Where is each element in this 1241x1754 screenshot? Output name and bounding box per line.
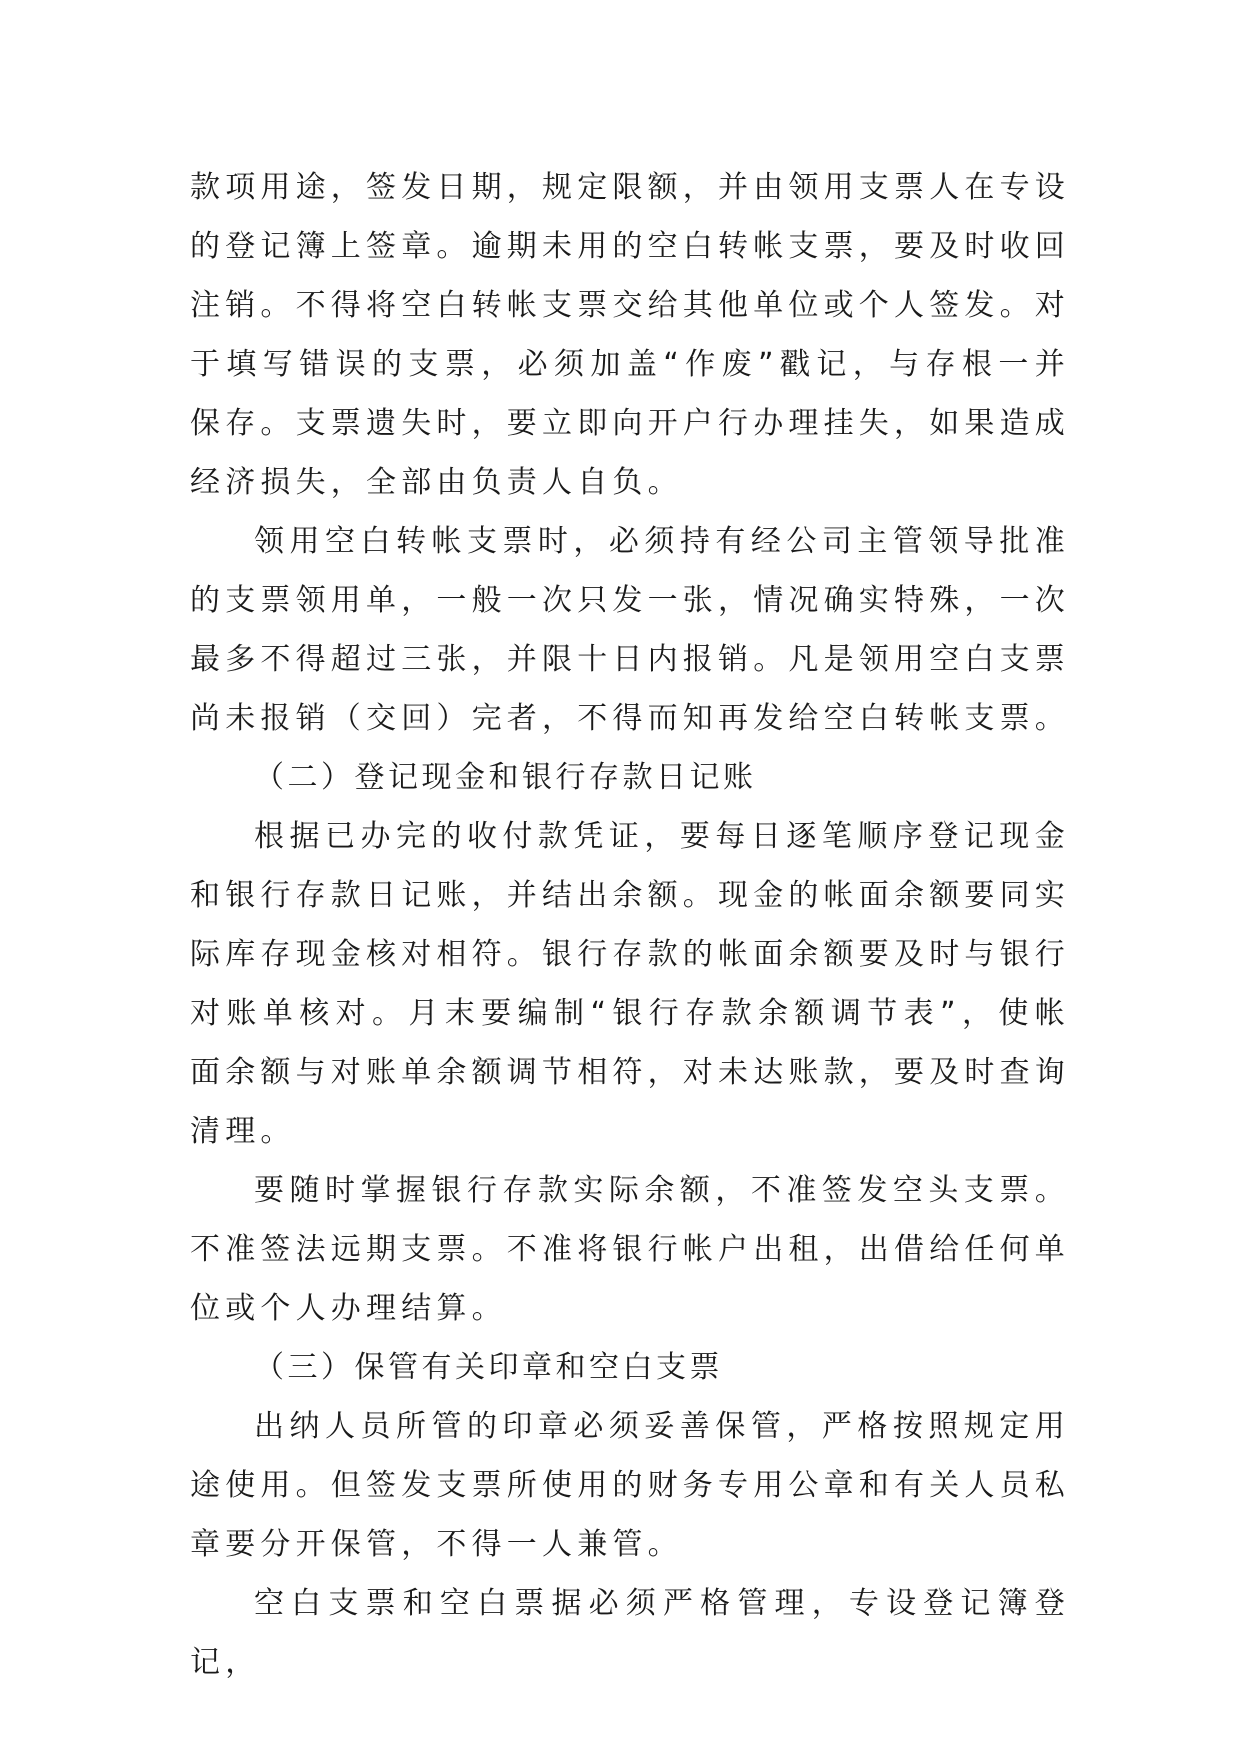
section-heading-seals: （三）保管有关印章和空白支票 — [254, 1350, 723, 1385]
section-heading-journal: （二）登记现金和银行存款日记账 — [254, 760, 757, 795]
paragraph-bank-balance-rules: 要随时掌握银行存款实际余额，不准签发空头支票。不准签法远期支票。不准将银行帐户出租，出借给任何单位或个人办理结算。 — [190, 1173, 1070, 1326]
paragraph-seal-custody: 出纳人员所管的印章必须妥善保管，严格按照规定用途使用。但签发支票所使用的财务专用公章和有关人员私章要分开保管，不得一人兼管。 — [190, 1409, 1070, 1562]
paragraph-blank-check-management: 空白支票和空白票据必须严格管理，专设登记簿登记， — [190, 1586, 1070, 1680]
paragraph-check-issuance-rules: 款项用途，签发日期，规定限额，并由领用支票人在专设的登记簿上签章。逾期未用的空白转帐支票，要及时收回注销。不得将空白转帐支票交给其他单位或个人签发。对于填写错误的支票，必须加盖“作废”戳记，与存根一并保存。支票遗失时，要立即向开户行办理挂失，如果造成经济损失，全部由负责人自负。 — [190, 170, 1070, 500]
paragraph-journal-reconciliation: 根据已办完的收付款凭证，要每日逐笔顺序登记现金和银行存款日记账，并结出余额。现金的帐面余额要同实际库存现金核对相符。银行存款的帐面余额要及时与银行对账单核对。月末要编制“银行存款余额调节表”，使帐面余额与对账单余额调节相符，对未达账款，要及时查询清理。 — [190, 819, 1070, 1149]
paragraph-check-collection: 领用空白转帐支票时，必须持有经公司主管领导批准的支票领用单，一般一次只发一张，情况确实特殊，一次最多不得超过三张，并限十日内报销。凡是领用空白支票尚未报销（交回）完者，不得而知再发给空白转帐支票。 — [190, 524, 1070, 736]
document-body — [190, 158, 1070, 1692]
